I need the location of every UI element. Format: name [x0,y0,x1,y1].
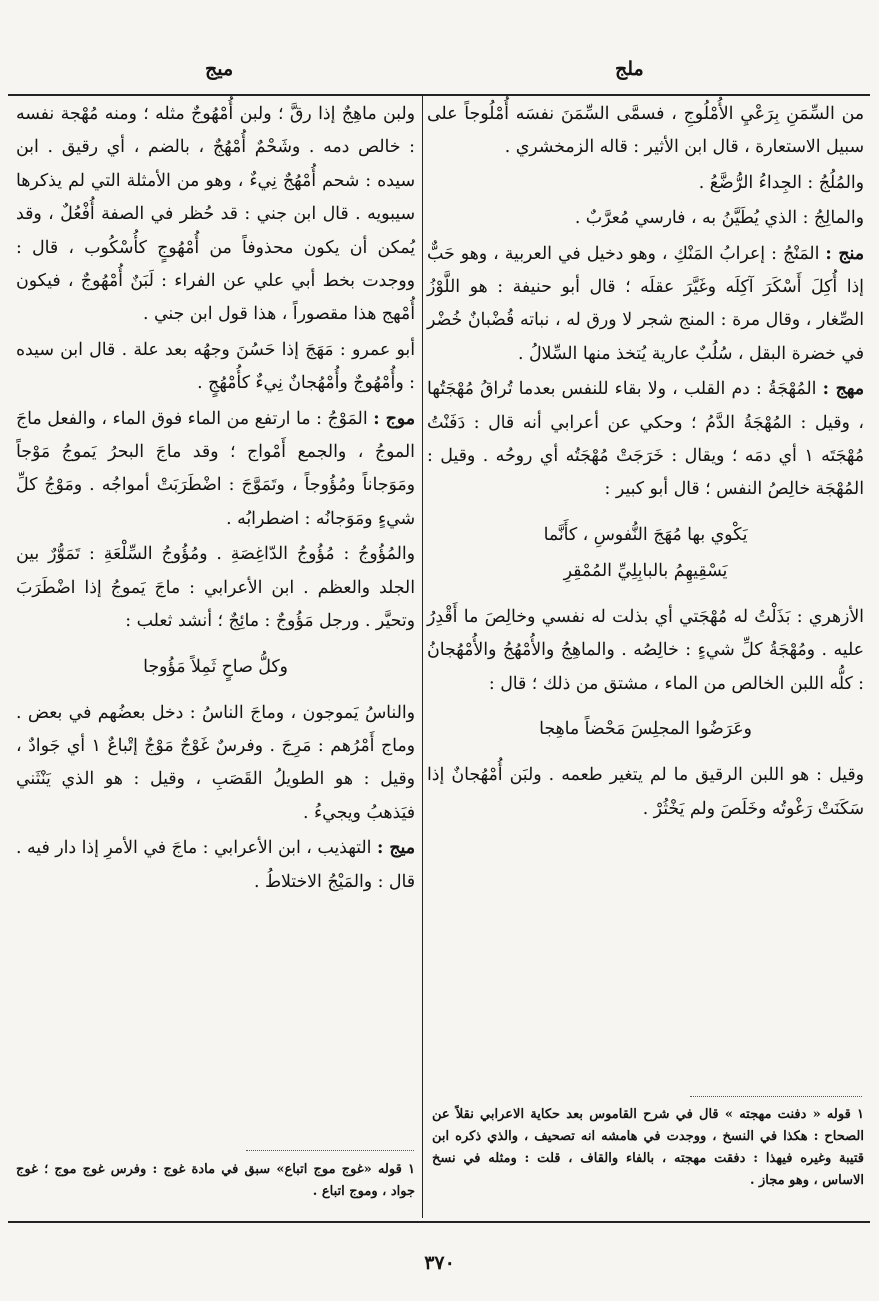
verse-line: يَسْقِيهِمُ بالبابِلِيِّ المُمْقِرِ [563,560,728,581]
text-paragraph [16,538,415,638]
footnote: ١ قوله « دفنت مهجته » قال في شرح القاموس بعد حكاية الاعرابي نقلاً عن الصحاح : هكذا في النسخ ، ووجدت في هامشه انه تصحيف ، والذي ذكره ابن قتيبة وغيره فيهذا : دفقت مهجته ، بالفاء والقاف ، قلت : ومثله في نسخ الاساس ، وهو مجاز . [432,1107,864,1188]
column-divider [422,96,423,1218]
text-paragraph [427,98,864,165]
entry-headword: موج : [373,408,415,429]
paragraph-text: والناسُ يَموجون ، وماجَ الناسُ : دخل بعضُهم في بعض . وماج أَمْرُهم : مَرِجَ . وفرسٌ غَوْجٌ مَوْجٌ إتْباعٌ ١ أي جَوادٌ ، وقيل : هو الطويلُ القَصَبِ ، وقيل : هو الذي يَنْثَني فيَذهبُ ويجيءُ . [16,702,416,823]
paragraph-text: المُهْجَةُ : دم القلب ، ولا بقاء للنفس بعدما تُراقُ مُهْجَتُها ، وقيل : المُهْجَةُ الدَّمُ ؛ وحكي عن أعرابي أنه قال : دَفَنْتُ مُهْجَتَه ١ أي دمَه ؛ ويقال : خَرَجَتْ مُهْجَتُه أي روحُه . وقيل : المُهْجَة خالِصُ النفس ؛ قال أبو كبير : [427,379,864,500]
verse-block [427,711,864,747]
verse-line: يَكْوي بها مُهَجَ النُّفوسِ ، كأَنَّما [543,524,748,545]
verse-line: وعَرَضُوا المجلِسَ مَحْضاً ماهِجا [539,719,752,740]
footnote-separator [690,1096,862,1097]
text-paragraph [427,601,864,701]
paragraph-text: أبو عمرو : مَهَجَ إذا حَسُنَ وجهُه بعد علة . قال ابن سيده : وأُمْهُوجٌ وأُمْهُجانٌ نِيءٌ كأُمْهُجٍ . [16,339,415,394]
header-rule [8,94,870,96]
text-paragraph [427,759,864,826]
verse-block [427,517,864,589]
paragraph-text: المَوْجُ : ما ارتفع من الماء فوق الماء ، والفعل ماجَ الموجُ ، والجمع أَمْواج ؛ وقد ماجَ البحرُ يَموجُ مَوْجاً ومَوَجاناً ومُؤُوجاً ، وتَمَوَّجَ : اضْطَرَبَتْ أمواجُه . ومَوْجُ كلِّ شيءٍ ومَوَجانُه : اضطرابُه . [16,408,415,529]
paragraph-text: والمُؤُوجُ : مُؤُوجُ الدّاغِصَةِ . ومُؤُوجُ السِّلْعَةِ : تَمَوُّرٌ بين الجلد والعظم . ابن الأعرابي : ماجَ يَموجُ إذا اضْطَرَبَ وتحيَّر . ورجل مَؤُوجٌ : مائِجٌ ؛ أنشد ثعلب : [16,544,415,632]
verse-block [16,649,415,685]
paragraph-text: وقيل : هو اللبن الرقيق ما لم يتغير طعمه . ولبَن أُمْهُجانٌ إذا سَكَنَتْ رَغْوتُه وخَلَصَ ولم يَخْثُرْ . [427,765,864,819]
text-paragraph [16,334,415,401]
text-paragraph [16,98,415,332]
running-header-right: ملج [615,58,644,80]
paragraph-text: من السِّمَنِ بِرَعْيِ الأُمْلُوجِ ، فسمَّى السِّمَنَ نفسَه أُمْلُوجاً على سبيل الاستعارة ، قال ابن الأثير : قاله الزمخشري . [427,104,864,158]
entry-headword: مهج : [822,379,865,400]
paragraph-text: ولبن ماهِجٌ إذا رقَّ ؛ ولبن أُمْهُوجٌ مثله ؛ ومنه مُهْجة نفسه : خالص دمه . وشَحْمٌ أُمْهُجٌ ، بالضم ، أي رقيق . ابن سيده : شحم أُمْهُجٌ نِيءٌ ، وهو من الأمثلة التي لم يذكرها سيبويه . قال ابن جني : قد حُظر في الصفة أُفْعُلٌ ، وقد يُمكن أن يكون محذوفاً من أُمْهُوجٍ كأُسْكُوب ، قال : ووجدت بخط أبي علي عن الفراء : لَبَنٌ أُمْهُوجٌ ، فيكون أُمْهج هذا مقصوراً ، هذا قول ابن جني . [16,104,415,325]
entry-headword: ميج : [376,838,415,859]
paragraph-text: المَنْجُ : إعرابُ المَنْكِ ، وهو دخيل في العربية ، وهو حَبٌّ إذا أُكِلَ أَسْكَرَ آكِلَه وغَيَّرَ عقلَه ؛ قال أبو حنيفة : هو اللَّوْزُ الصِّغار ، وقال مرة : المنج شجر لا ورق له ، نباته قُضْبانٌ خُضْر في خضرة البقل ، سُلُبٌ عارية يُتخذ منها السِّلالُ . [427,243,864,364]
paragraph-text: التهذيب ، ابن الأعرابي : ماجَ في الأمرِ إذا دار فيه . قال : والمَيْجُ الاختلاطُ . [16,838,415,892]
footnote-separator [246,1150,414,1151]
text-paragraph [16,697,415,831]
entry-paragraph [16,403,415,537]
verse-line: وكلُّ صاحٍ ثَمِلاً مَؤُوجا [143,656,288,677]
paragraph-text: والمالِجُ : الذي يُطَيَّنُ به ، فارسي مُعرَّبٌ . [574,208,864,229]
entry-headword: منج : [825,243,864,264]
text-paragraph [427,167,864,200]
footer-rule [8,1221,870,1223]
footnote: ١ قوله «غوج موج اتباع» سبق في مادة غوج : وفرس غوج موج ؛ غوج جواد ، وموج اتباع . [16,1162,415,1199]
text-paragraph [427,202,864,235]
paragraph-text: الأزهري : بَذَلْتُ له مُهْجَتي أي بذلت له نفسي وخالِصَ ما أَقْدِرُ عليه . ومُهْجَةُ كلِّ شيءٍ : خالِصُه . والماهِجُ والأُمْهُجُ والأُمْهُجانُ : كلُّه اللبن الخالص من الماء ، مشتق من ذلك ؛ قال : [427,606,864,694]
paragraph-text: والمُلُجُ : الجِداءُ الرُّضَّعُ . [698,172,864,193]
right-column [427,98,864,828]
entry-paragraph [16,832,415,899]
page-number: ٣٧٠ [424,1252,455,1274]
entry-paragraph [427,373,864,507]
entry-paragraph [427,238,864,372]
left-column [16,98,415,901]
running-header-left: ميج [205,58,234,80]
